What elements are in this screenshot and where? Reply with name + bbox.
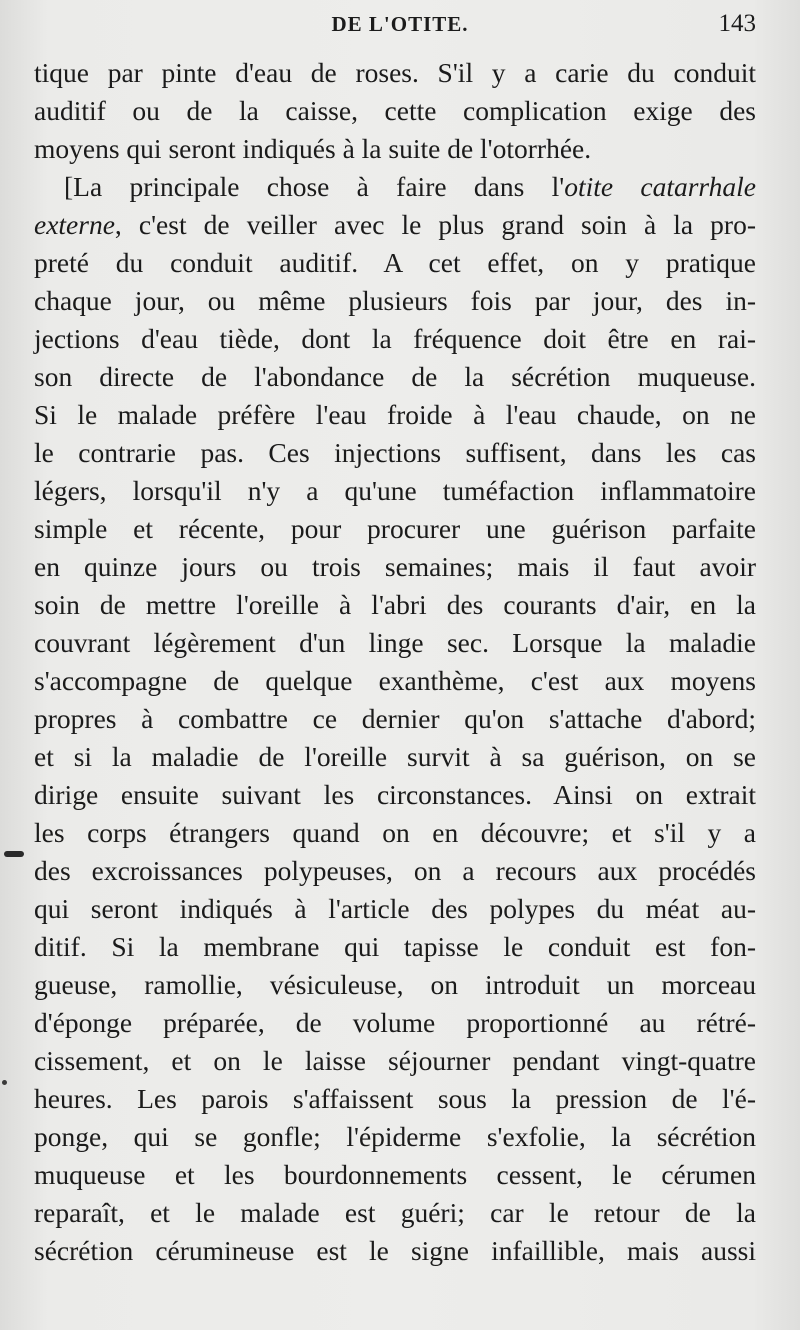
text-line: Si le malade préfère l'eau froide à l'eau chaude, on ne bbox=[34, 399, 756, 430]
text-line: qui seront indiqués à l'article des polypes du méat au- bbox=[34, 893, 756, 924]
running-title: DE L'OTITE. bbox=[331, 12, 469, 36]
text-line: muqueuse et les bourdonnements cessent, le cérumen bbox=[34, 1159, 756, 1190]
text-line: preté du conduit auditif. A cet effet, on y pratique bbox=[34, 247, 756, 278]
text-line: tique par pinte d'eau de roses. S'il y a carie du conduit bbox=[34, 57, 756, 88]
text-line: dirige ensuite suivant les circonstances. Ainsi on extrait bbox=[34, 779, 756, 810]
text-line bbox=[34, 206, 756, 244]
text-line: s'accompagne de quelque exanthème, c'est aux moyens bbox=[34, 665, 756, 696]
text-line: les corps étrangers quand on en découvre; et s'il y a bbox=[34, 817, 756, 848]
text-line: son directe de l'abondance de la sécrétion muqueuse. bbox=[34, 361, 756, 392]
text-line: ponge, qui se gonfle; l'épiderme s'exfolie, la sécrétion bbox=[34, 1121, 756, 1152]
text-segment: [La principale chose à faire dans l' bbox=[64, 171, 565, 202]
text-line: et si la maladie de l'oreille survit à sa guérison, on se bbox=[34, 741, 756, 772]
italic-term: otite catarrhale bbox=[564, 171, 756, 202]
text-line: moyens qui seront indiqués à la suite de l'otorrhée. bbox=[34, 133, 592, 164]
text-line: propres à combattre ce dernier qu'on s'attache d'abord; bbox=[34, 703, 756, 734]
page-header bbox=[0, 8, 800, 42]
text-line: en quinze jours ou trois semaines; mais il faut avoir bbox=[34, 551, 756, 582]
text-line: cissement, et on le laisse séjourner pendant vingt-quatre bbox=[34, 1045, 756, 1076]
text-line: des excroissances polypeuses, on a recours aux procédés bbox=[34, 855, 756, 886]
text-line: gueuse, ramollie, vésiculeuse, on introduit un morceau bbox=[34, 969, 756, 1000]
text-segment: , c'est de veiller avec le plus grand soin à la pro- bbox=[114, 209, 756, 240]
text-line: chaque jour, ou même plusieurs fois par jour, des in- bbox=[34, 285, 756, 316]
text-line: jections d'eau tiède, dont la fréquence doit être en rai- bbox=[34, 323, 756, 354]
text-line: simple et récente, pour procurer une guérison parfaite bbox=[34, 513, 756, 544]
text-line: d'éponge préparée, de volume proportionné au rétré- bbox=[34, 1007, 756, 1038]
text-line: reparaît, et le malade est guéri; car le retour de la bbox=[34, 1197, 756, 1228]
text-line: heures. Les parois s'affaissent sous la pression de l'é- bbox=[34, 1083, 756, 1114]
text-line: sécrétion cérumineuse est le signe infaillible, mais aussi bbox=[34, 1235, 756, 1266]
text-line: le contrarie pas. Ces injections suffisent, dans les cas bbox=[34, 437, 756, 468]
text-line: légers, lorsqu'il n'y a qu'une tuméfaction inflammatoire bbox=[34, 475, 756, 506]
text-line: auditif ou de la caisse, cette complication exige des bbox=[34, 95, 756, 126]
text-line: couvrant légèrement d'un linge sec. Lorsque la maladie bbox=[34, 627, 756, 658]
margin-ink-dot bbox=[2, 1080, 7, 1085]
margin-ink-mark bbox=[4, 851, 24, 857]
page-number: 143 bbox=[718, 10, 756, 37]
italic-term: externe bbox=[34, 209, 115, 240]
text-line: ditif. Si la membrane qui tapisse le conduit est fon- bbox=[34, 931, 756, 962]
text-line: soin de mettre l'oreille à l'abri des courants d'air, en la bbox=[34, 589, 756, 620]
text-line bbox=[64, 168, 756, 206]
